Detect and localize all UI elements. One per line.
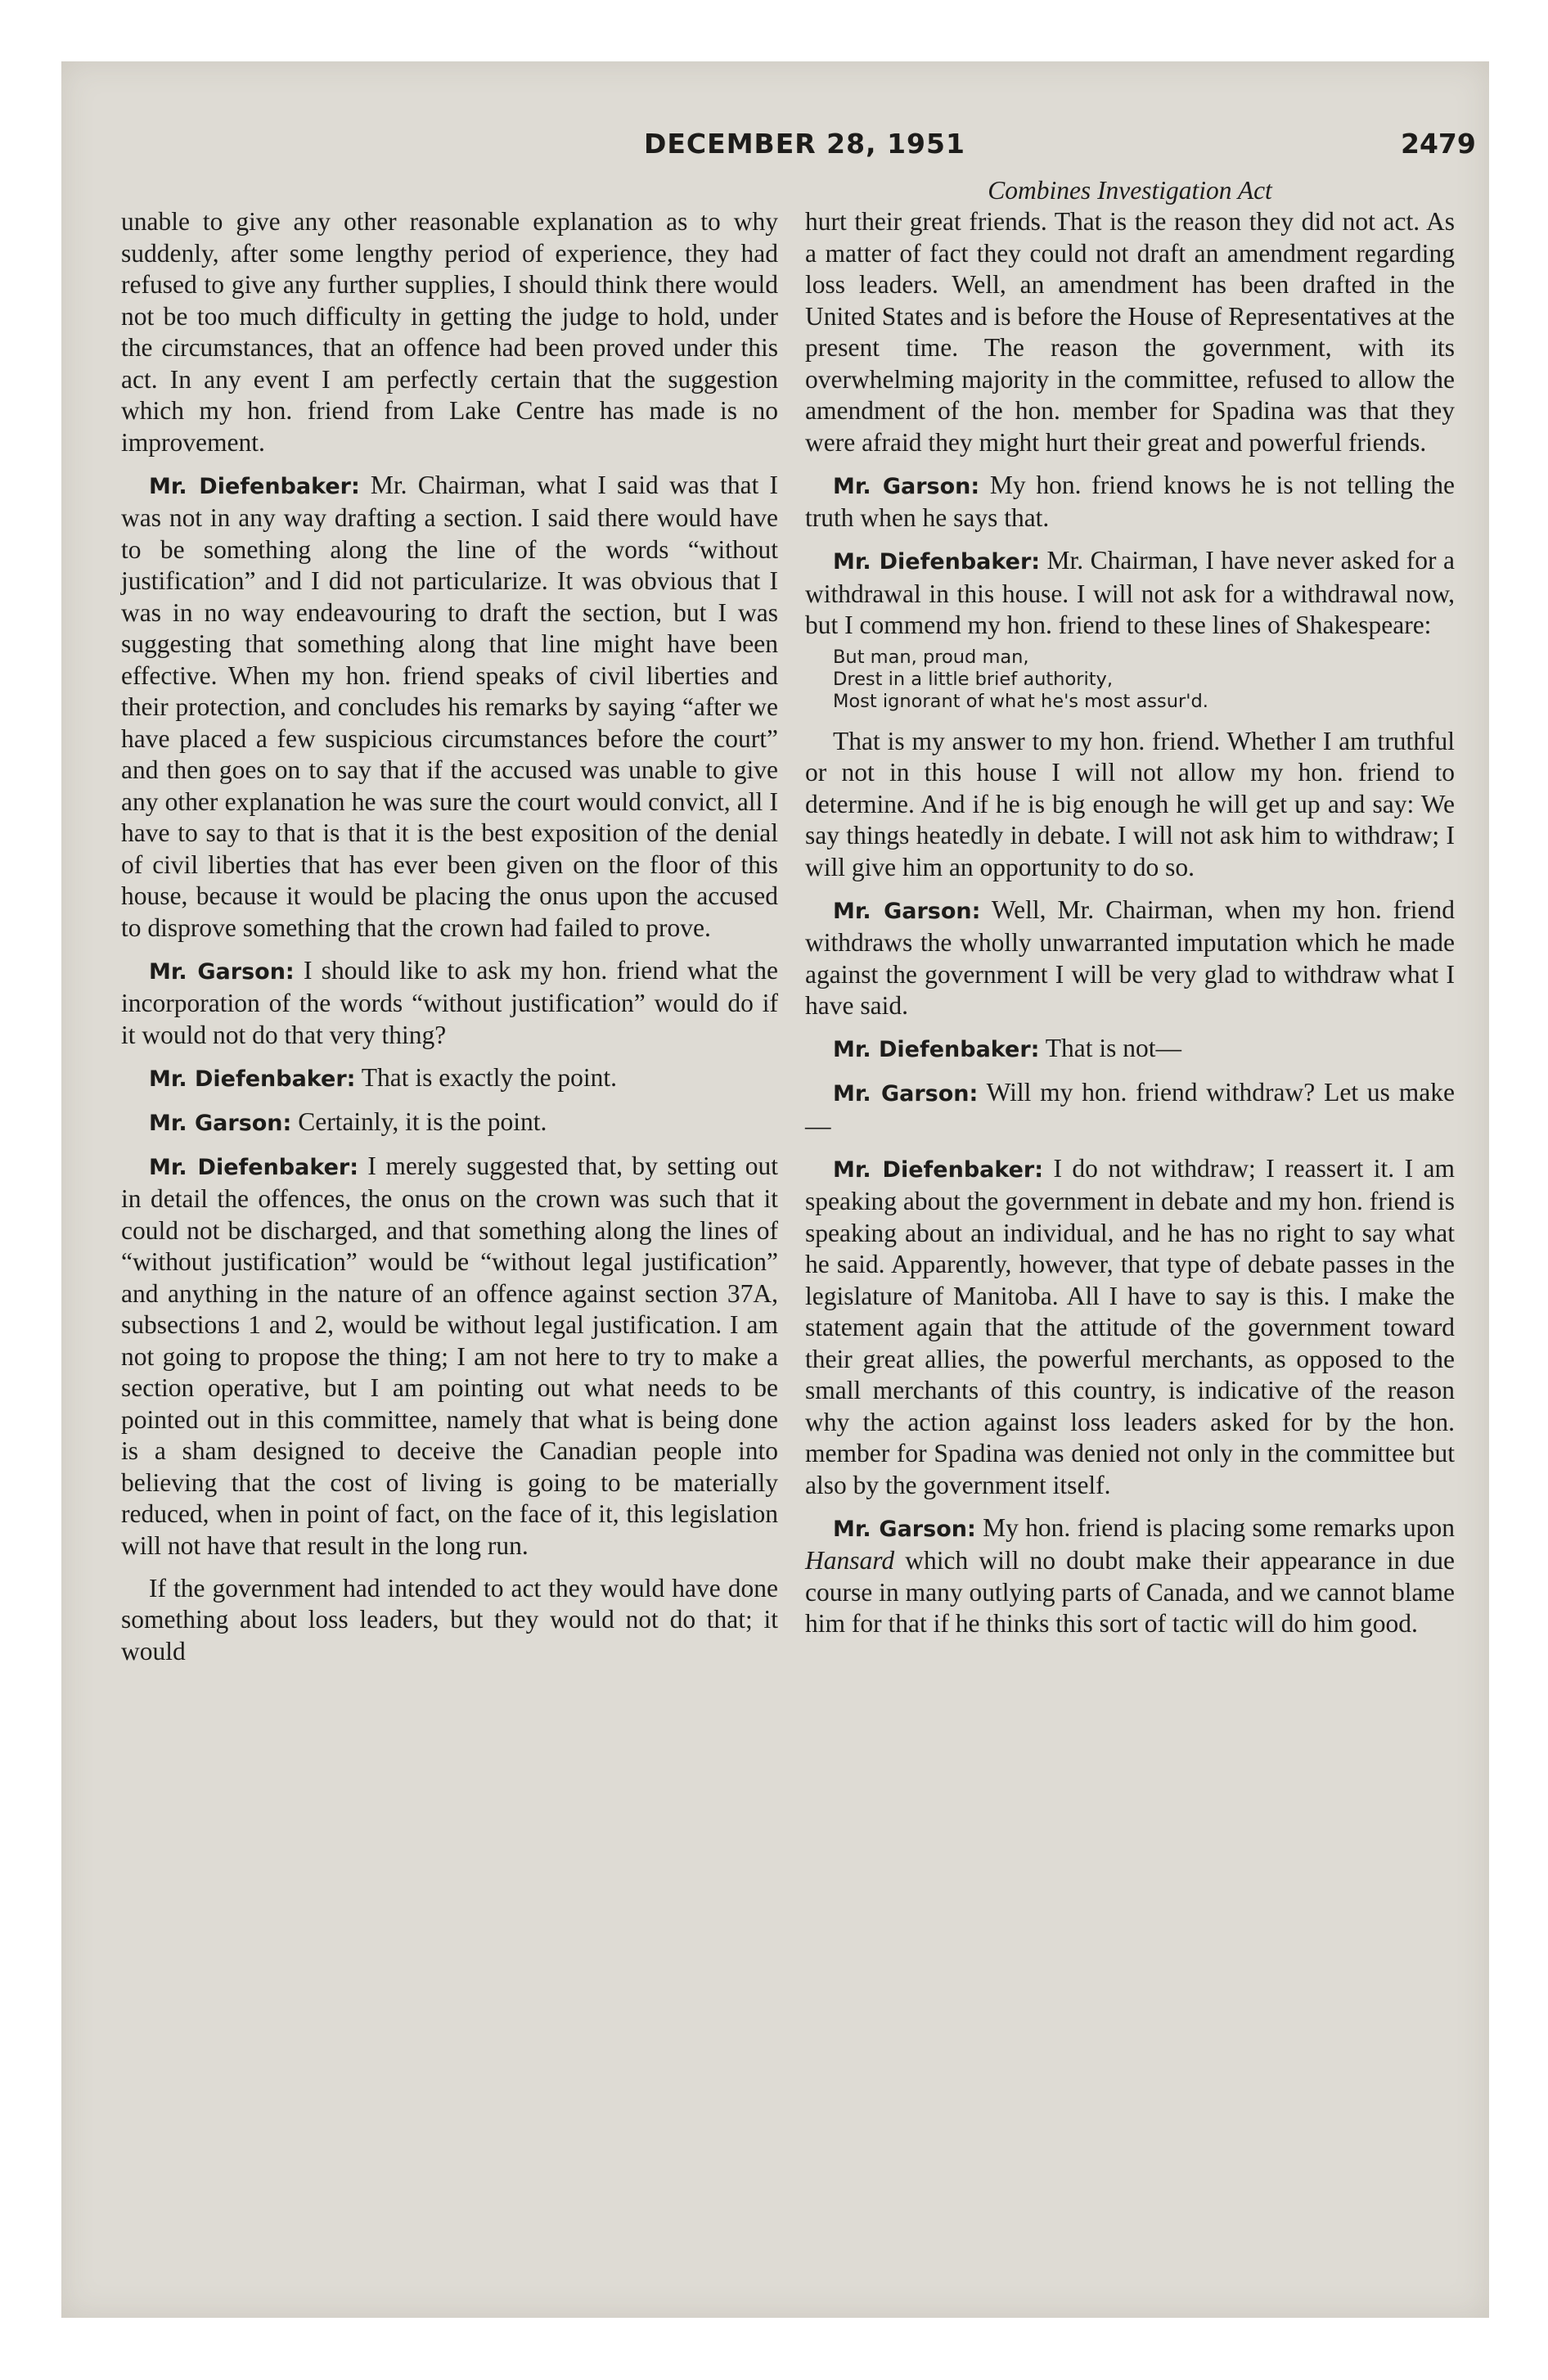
speaker-name: Mr. Garson:: [833, 1516, 976, 1542]
speech-text: I merely suggested that, by setting out in detail the offences, the onus on the crown was such that it could not be discharged, and that something along the lines of “without justification” would be “without legal justification” and anything in the nature of an offence against section 37A, subsections 1 and 2, would be without legal justification. I am not going to propose the thing; I am not here to try to make a section operative, but I am pointing out what needs to be pointed out in this committee, namely that what is being done is a sham designed to deceive the Canadian people into believing that the cost of living is going to be materially reduced, when in point of fact, on the face of it, this legislation will not have that result in the long run.: [121, 1151, 778, 1560]
speaker-name: Mr. Diefenbaker:: [149, 473, 360, 499]
speech-text: My hon. friend knows he is not telling the truth when he says that.: [805, 470, 1456, 532]
speech-text: I do not withdraw; I reassert it. I am speaking about the government in debate and my hon. friend is speaking about an individual, and he has no right to say what he said. Apparently, however, that type of debate passes in the legislature of Manitoba. All I have to say is this. I make the statement again that the attitude of the government toward their great allies, the powerful merchants, as opposed to the small merchants of this country, is indicative of the reason why the action against loss leaders asked for by the hon. member for Spadina was denied not only in the committee but also by the government itself.: [805, 1153, 1456, 1499]
speaker-name: Mr. Diefenbaker:: [149, 1154, 358, 1180]
paragraph: [805, 1512, 1455, 1640]
speaker-name: Mr. Diefenbaker:: [149, 1066, 356, 1092]
paragraph: [805, 1153, 1455, 1502]
speech-text: which will no doubt make their appearance in due course in many outlying parts of Canada, and we cannot blame him for that if he thinks this sort of tactic will do him good.: [805, 1546, 1455, 1638]
paragraph: [121, 1062, 778, 1096]
speech-text: I should like to ask my hon. friend what the incorporation of the words “without justification” would do if it would not do that very thing?: [121, 955, 779, 1049]
speaker-name: Mr. Garson:: [833, 473, 980, 499]
paragraph: [121, 1151, 778, 1562]
header-date: DECEMBER 28, 1951: [644, 128, 965, 160]
speech-text: Will my hon. friend withdraw? Let us make—: [805, 1078, 1455, 1140]
speaker-name: Mr. Garson:: [149, 958, 295, 985]
paragraph: [805, 545, 1455, 642]
paragraph: [121, 955, 778, 1052]
speech-text: Certainly, it is the point.: [298, 1107, 547, 1136]
speech-text: That is not—: [1045, 1034, 1182, 1062]
speech-text: Mr. Chairman, I have never asked for a withdrawal in this house. I will not ask for a withdrawal now, but I commend my hon. friend to these lines of Shakespeare:: [805, 546, 1455, 639]
paragraph: [805, 1077, 1455, 1142]
speaker-name: Mr. Diefenbaker:: [833, 1156, 1044, 1183]
speaker-name: Mr. Garson:: [833, 898, 981, 924]
running-title: Combines Investigation Act: [988, 176, 1272, 205]
quote-line: Most ignorant of what he's most assur'd.: [833, 690, 1208, 712]
paragraph: That is my answer to my hon. friend. Whether I am truthful or not in this house I will not allow my hon. friend to determine. And if he is big enough he will get up and say: We say things heatedly in debate. I will not ask him to withdraw; I will give him an opportunity to do so.: [805, 726, 1455, 881]
right-column: [805, 174, 1455, 1651]
paragraph: [805, 895, 1455, 1022]
paragraph: hurt their great friends. That is the reason they did not act. As a matter of fact they could not draft an amendment regarding loss leaders. Well, an amendment has been drafted in the United States and is before the House of Representatives at the present time. The reason the government, with its overwhelming majority in the committee, refused to allow the amendment of the hon. member for Spadina was that they were afraid they might hurt their great and powerful friends.: [805, 207, 1455, 457]
paragraph: If the government had intended to act they would have done something about loss leaders, but they would not do that; it would: [121, 1573, 778, 1666]
speech-text: My hon. friend is placing some remarks upon: [983, 1512, 1456, 1542]
speech-text: Mr. Chairman, what I said was that I was not in any way drafting a section. I said there would have to be something along the line of the words “without justification” and I did not particularize. It was obvious that I was in no way endeavouring to draft the section, but I was suggesting that something along that line might have been effective. When my hon. friend speaks of civil liberties and their protection, and concludes his remarks by saying “after we have placed a few suspicious circumstances before the court” and then goes on to say that if the accused was unable to give any other explanation he was sure the court would convict, all I have to say to that is that it is the best exposition of the denial of civil liberties that has ever been given on the floor of this house, because it would be placing the onus upon the accused to disprove something that the crown had failed to prove.: [121, 470, 779, 942]
speaker-name: Mr. Diefenbaker:: [833, 549, 1041, 575]
quote-line: But man, proud man,: [833, 646, 1029, 668]
hansard-title: Hansard: [805, 1546, 895, 1575]
speaker-name: Mr. Diefenbaker:: [833, 1037, 1040, 1062]
paragraph: unable to give any other reasonable explanation as to why suddenly, after some lengthy period of experience, they had refused to give any further supplies, I should think there would not be too much difficulty in getting the judge to hold, under the circumstances, that an offence had been proved under this act. In any event I am perfectly certain that the suggestion which my hon. friend from Lake Centre has made is no improvement.: [121, 207, 778, 457]
paragraph: [805, 1033, 1455, 1066]
shakespeare-quote: [833, 647, 1455, 713]
speech-text: That is exactly the point.: [361, 1062, 618, 1092]
page-number: 2479: [1401, 128, 1476, 160]
paragraph: [121, 470, 778, 944]
speech-text: Well, Mr. Chairman, when my hon. friend withdraws the wholly unwarranted imputation which he made against the government I will be very glad to withdraw what I have said.: [805, 895, 1455, 1020]
paragraph: [805, 470, 1455, 534]
speaker-name: Mr. Garson:: [833, 1081, 979, 1107]
left-column: [121, 206, 778, 1679]
quote-line: Drest in a little brief authority,: [833, 668, 1114, 690]
speaker-name: Mr. Garson:: [149, 1110, 292, 1136]
paragraph: [121, 1107, 778, 1140]
